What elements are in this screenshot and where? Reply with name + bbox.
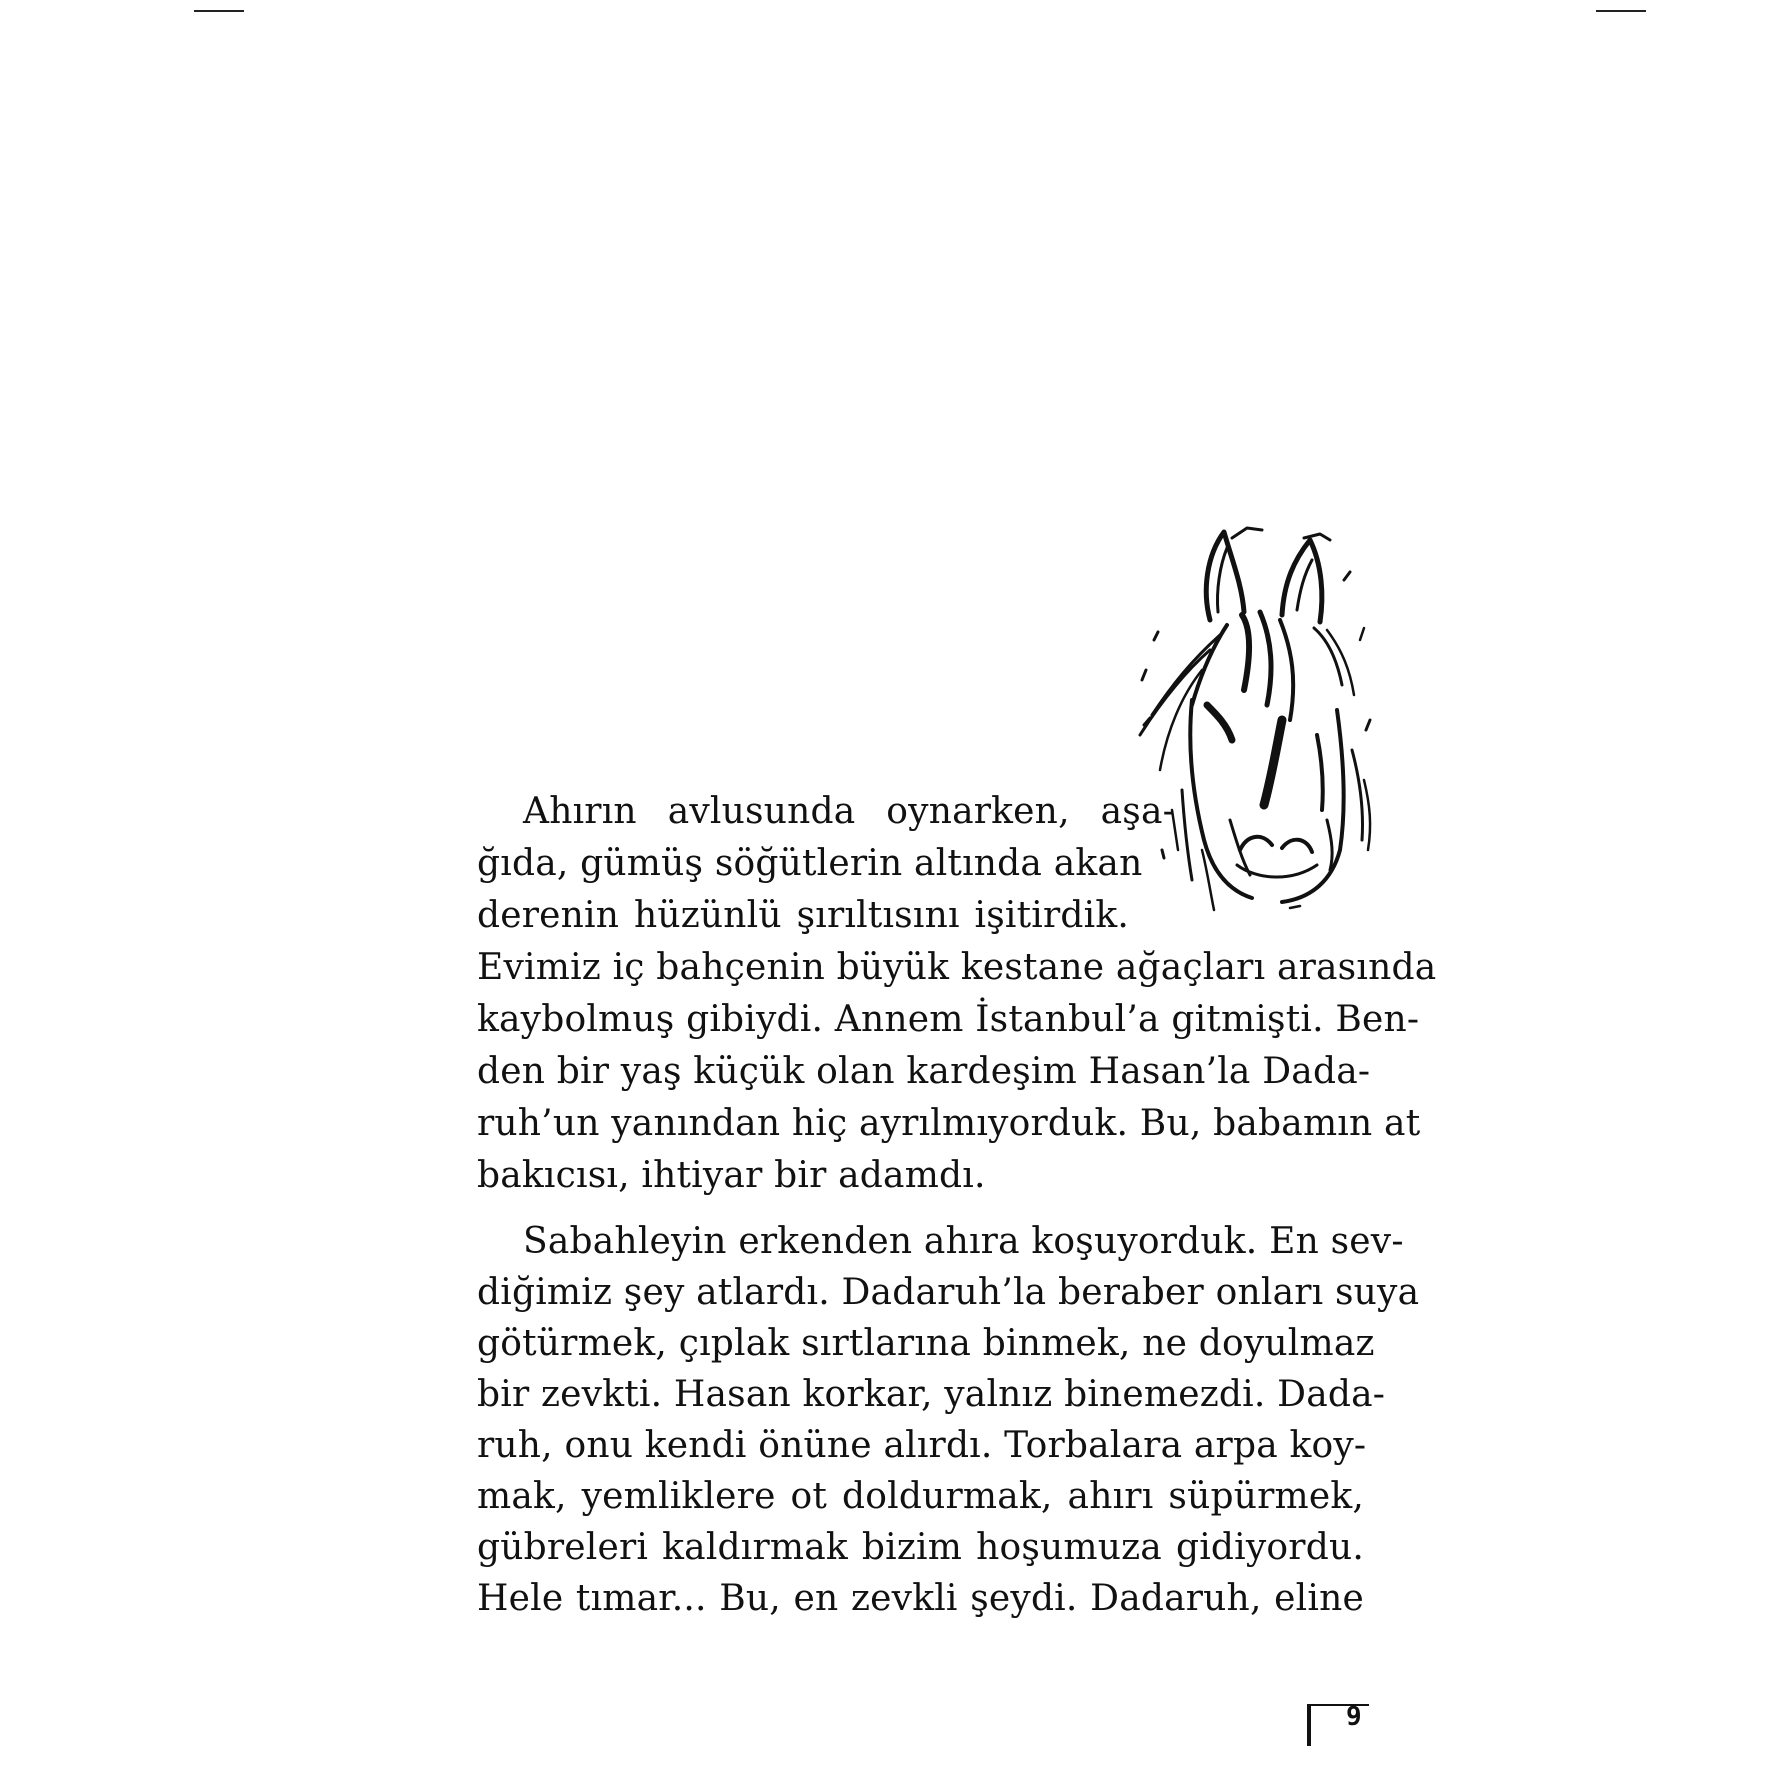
crop-mark-left [194,10,244,12]
text-line: bir zevkti. Hasan korkar, yalnız binemezdi. Dada- [477,1374,1386,1415]
text-line: derenin hüzünlü şırıltısını işitirdik. [477,895,1129,936]
text-line: diğimiz şey atlardı. Dadaruh’la beraber onları suya [477,1272,1420,1313]
text-line: mak, yemliklere ot doldurmak, ahırı süpürmek, [477,1476,1364,1517]
page-number: 9 [1346,1702,1362,1732]
text-line: Evimiz iç bahçenin büyük kestane ağaçları arasında [477,947,1437,988]
text-line: kaybolmuş gibiydi. Annem İstanbul’a gitmişti. Ben- [477,999,1420,1040]
text-line: Hele tımar... Bu, en zevkli şeydi. Dadaruh, eline [477,1578,1364,1619]
text-line: Sabahleyin erkenden ahıra koşuyorduk. En sev- [523,1221,1404,1262]
crop-mark-right [1596,10,1646,12]
text-line: ruh’un yanından hiç ayrılmıyorduk. Bu, babamın at [477,1103,1421,1144]
text-line: ğıda, gümüş söğütlerin altında akan [477,843,1143,884]
text-line: den bir yaş küçük olan kardeşim Hasan’la Dada- [477,1051,1371,1092]
paragraph-2 [477,1216,1420,1624]
text-line: Ahırın avlusunda oynarken, aşa- [523,791,1175,832]
text-line: gübreleri kaldırmak bizim hoşumuza gidiyordu. [477,1527,1364,1568]
text-line: götürmek, çıplak sırtlarına binmek, ne doyulmaz [477,1323,1375,1364]
text-line: bakıcısı, ihtiyar bir adamdı. [477,1155,986,1196]
paragraph-1 [477,786,1437,1202]
text-line: ruh, onu kendi önüne alırdı. Torbalara arpa koy- [477,1425,1367,1466]
